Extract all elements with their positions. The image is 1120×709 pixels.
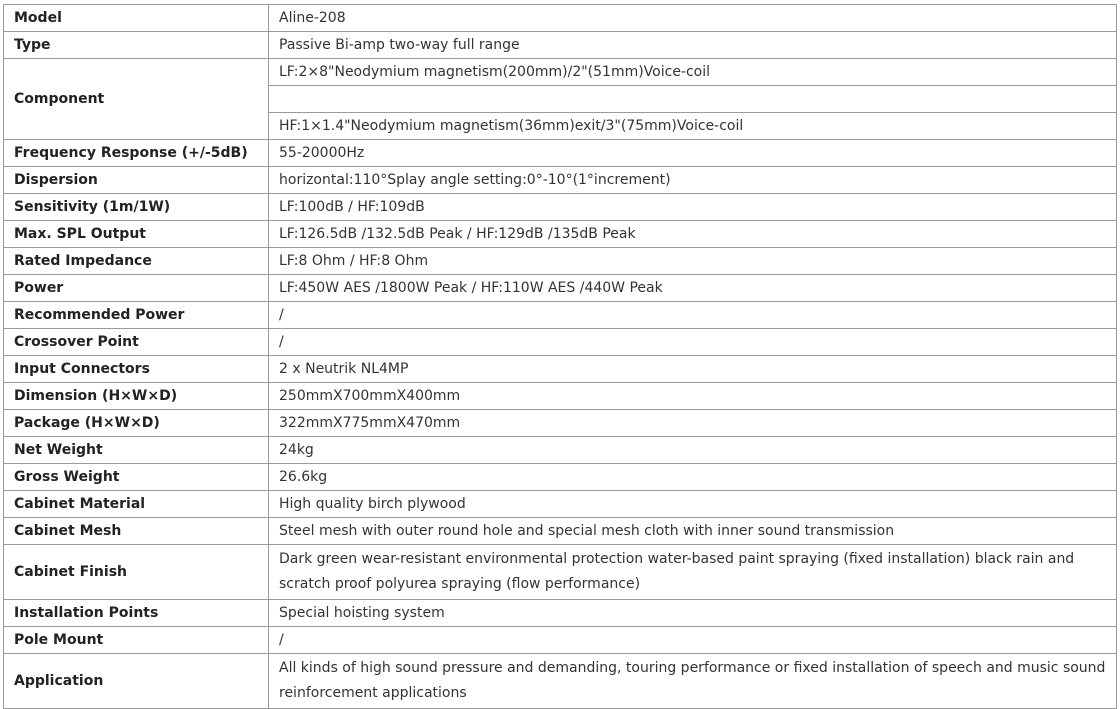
spec-row-model xyxy=(4,5,1117,32)
spec-label: Cabinet Finish xyxy=(4,545,269,600)
spec-label: Sensitivity (1m/1W) xyxy=(4,194,269,221)
spec-label: Package (H×W×D) xyxy=(4,410,269,437)
spec-value: Dark green wear-resistant environmental protection water-based paint spraying (fixed installation) black rain and scratch proof polyurea spraying (flow performance) xyxy=(269,545,1117,600)
spec-label: Frequency Response (+/-5dB) xyxy=(4,140,269,167)
spec-value: Steel mesh with outer round hole and special mesh cloth with inner sound transmission xyxy=(269,518,1117,545)
spec-value: / xyxy=(269,302,1117,329)
spec-value: High quality birch plywood xyxy=(269,491,1117,518)
spec-label: Input Connectors xyxy=(4,356,269,383)
spec-value: Special hoisting system xyxy=(269,600,1117,627)
spec-row-component xyxy=(4,59,1117,86)
spec-row-pole-mount xyxy=(4,627,1117,654)
spec-value: LF:126.5dB /132.5dB Peak / HF:129dB /135dB Peak xyxy=(269,221,1117,248)
spec-row-input-connectors xyxy=(4,356,1117,383)
spec-row-application xyxy=(4,654,1117,709)
spec-row-rated-impedance xyxy=(4,248,1117,275)
spec-label: Type xyxy=(4,32,269,59)
spec-value: Aline-208 xyxy=(269,5,1117,32)
spec-row-cabinet-material xyxy=(4,491,1117,518)
spec-value: 24kg xyxy=(269,437,1117,464)
spec-row-power xyxy=(4,275,1117,302)
spec-value: LF:8 Ohm / HF:8 Ohm xyxy=(269,248,1117,275)
spec-value: 55-20000Hz xyxy=(269,140,1117,167)
spec-label: Rated Impedance xyxy=(4,248,269,275)
spec-value: HF:1×1.4"Neodymium magnetism(36mm)exit/3"(75mm)Voice-coil xyxy=(269,113,1117,140)
spec-label: Net Weight xyxy=(4,437,269,464)
spec-label: Cabinet Mesh xyxy=(4,518,269,545)
spec-row-max-spl xyxy=(4,221,1117,248)
spec-value: 26.6kg xyxy=(269,464,1117,491)
spec-row-gross-weight xyxy=(4,464,1117,491)
spec-row-cabinet-mesh xyxy=(4,518,1117,545)
spec-row-cabinet-finish xyxy=(4,545,1117,600)
spec-row-frequency-response xyxy=(4,140,1117,167)
spec-label: Dispersion xyxy=(4,167,269,194)
spec-row-type xyxy=(4,32,1117,59)
spec-label: Pole Mount xyxy=(4,627,269,654)
spec-value: LF:100dB / HF:109dB xyxy=(269,194,1117,221)
spec-value: / xyxy=(269,329,1117,356)
spec-label: Power xyxy=(4,275,269,302)
spec-label: Model xyxy=(4,5,269,32)
spec-row-net-weight xyxy=(4,437,1117,464)
spec-value: horizontal:110°Splay angle setting:0°-10°(1°increment) xyxy=(269,167,1117,194)
spec-value: 322mmX775mmX470mm xyxy=(269,410,1117,437)
spec-row-package xyxy=(4,410,1117,437)
spec-label: Component xyxy=(4,59,269,140)
spec-label: Cabinet Material xyxy=(4,491,269,518)
spec-row-crossover-point xyxy=(4,329,1117,356)
spec-row-recommended-power xyxy=(4,302,1117,329)
spec-value: LF:450W AES /1800W Peak / HF:110W AES /440W Peak xyxy=(269,275,1117,302)
spec-row-sensitivity xyxy=(4,194,1117,221)
spec-value: 2 x Neutrik NL4MP xyxy=(269,356,1117,383)
spec-row-dispersion xyxy=(4,167,1117,194)
spec-label: Application xyxy=(4,654,269,709)
spec-value: All kinds of high sound pressure and demanding, touring performance or fixed installation of speech and music sound reinforcement applications xyxy=(269,654,1117,709)
spec-label: Gross Weight xyxy=(4,464,269,491)
spec-value-empty xyxy=(269,86,1117,113)
spec-label: Dimension (H×W×D) xyxy=(4,383,269,410)
spec-value: / xyxy=(269,627,1117,654)
spec-value: Passive Bi-amp two-way full range xyxy=(269,32,1117,59)
spec-value: 250mmX700mmX400mm xyxy=(269,383,1117,410)
spec-label: Recommended Power xyxy=(4,302,269,329)
spec-row-dimension xyxy=(4,383,1117,410)
spec-table xyxy=(3,4,1117,709)
spec-row-installation-points xyxy=(4,600,1117,627)
spec-label: Crossover Point xyxy=(4,329,269,356)
spec-label: Max. SPL Output xyxy=(4,221,269,248)
spec-label: Installation Points xyxy=(4,600,269,627)
spec-value: LF:2×8"Neodymium magnetism(200mm)/2"(51mm)Voice-coil xyxy=(269,59,1117,86)
